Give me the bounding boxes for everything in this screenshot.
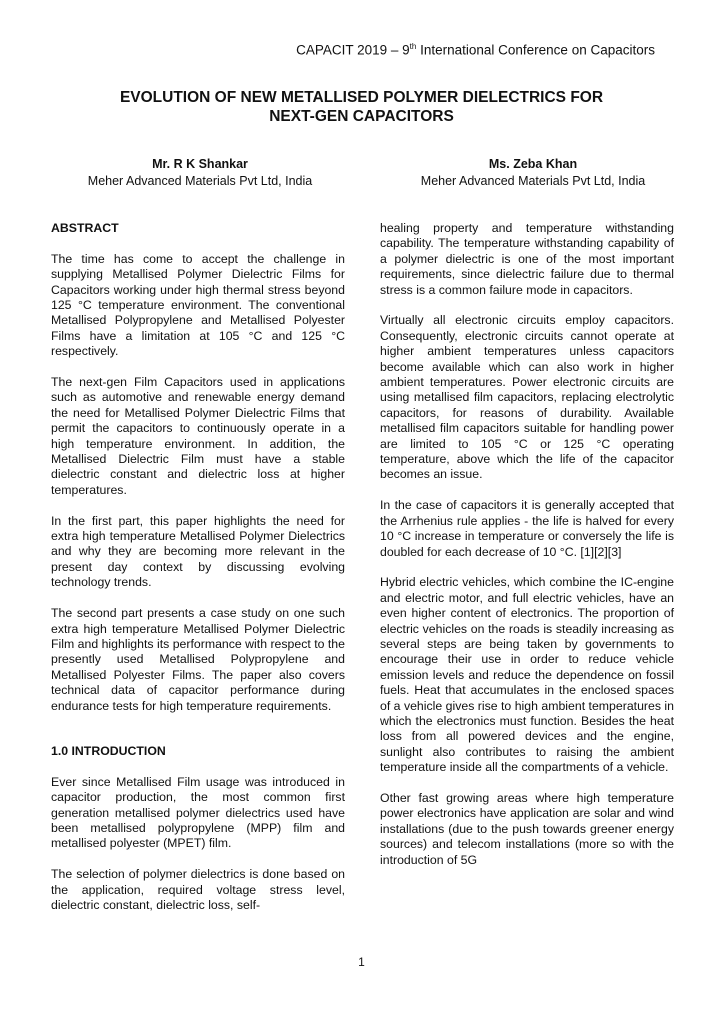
author-2-name: Ms. Zeba Khan [488,157,578,171]
author-2 [383,156,683,190]
page-number: 1 [358,955,365,969]
abstract-heading: ABSTRACT [51,221,119,235]
author-1-affiliation: Meher Advanced Materials Pvt Ltd, India [87,174,313,188]
title-line-2: NEXT-GEN CAPACITORS [269,108,454,125]
abstract-paragraph-3: In the first part, this paper highlights the need for extra high temperature Metallised Polymer Dielectrics and why they are becoming more relevant in the present day context by discussing evolving technology trends. [51,513,345,590]
intro-paragraph-7: Other fast growing areas where high temperature power electronics have application are solar and wind installations (due to the push towards greener energy sources) and telecom installations (more so with the introduction of 5G [380,790,674,867]
conference-suffix: International Conference on Capacitors [416,42,655,58]
author-1-name: Mr. R K Shankar [152,157,248,171]
author-1 [50,156,350,190]
intro-paragraph-4: Virtually all electronic circuits employ capacitors. Consequently, electronic circuits cannot operate at higher ambient temperatures unless capacitors become available which can also work in higher ambient temperatures. Power electronic circuits are using metallised film capacitors, replacing electrolytic capacitors, for reasons of durability. Available metallised film capacitors suitable for handling power are limited to 105 °C or 125 °C operating temperature, above which the life of the capacitor becomes an issue. [380,313,674,482]
intro-paragraph-2: The selection of polymer dielectrics is done based on the application, required voltage stress level, dielectric constant, dielectric loss, self- [51,867,345,912]
abstract-paragraph-1: The time has come to accept the challenge in supplying Metallised Polymer Dielectric Films for Capacitors working under high thermal stress beyond 125 °C temperature environment. The conventional Metallised Polypropylene and Metallised Polyester Films have a limitation at 105 °C and 125 °C respectively. [51,251,345,359]
abstract-paragraph-2: The next-gen Film Capacitors used in applications such as automotive and renewable energy demand the need for Metallised Polymer Dielectric Films that permit the capacitors to continuously operate in a high temperature environment. In addition, the Metallised Dielectric Film must have a stable dielectric constant and dielectric loss at higher temperatures. [51,375,345,497]
author-block [40,156,683,190]
right-column [380,221,674,883]
intro-paragraph-5: In the case of capacitors it is generally accepted that the Arrhenius rule applies - the life is halved for every 10 °C increase in temperature or conversely the life is doubled for each decrease of 10 °C. [1][2][3] [380,498,674,559]
author-2-affiliation: Meher Advanced Materials Pvt Ltd, India [420,174,646,188]
intro-paragraph-3: healing property and temperature withstanding capability. The temperature withstanding capability of a polymer dielectric is one of the most important requirements, since dielectric failure due to thermal stress is a common failure mode in capacitors. [380,221,674,297]
conference-prefix: CAPACIT 2019 – 9 [296,42,410,58]
title-line-1: EVOLUTION OF NEW METALLISED POLYMER DIELECTRICS FOR [119,89,604,106]
intro-paragraph-6: Hybrid electric vehicles, which combine the IC-engine and electric motor, and full electric vehicles, have an even higher content of electronics. The proportion of electric vehicles on the roads is steadily increasing as several steps are being taken by governments to encourage their use in order to reduce vehicle emission levels and reduce the dependence on fossil fuels. Heat that accumulates in the enclosed spaces of a vehicle gives rise to high ambient temperatures in which the electronics must function. Besides the heat loss from all powered devices and the engine, sunlight also contributes to raising the ambient temperature inside all the compartments of a vehicle. [380,575,674,775]
running-header [296,42,655,58]
intro-paragraph-1: Ever since Metallised Film usage was introduced in capacitor production, the most common first generation metallised polymer dielectrics used have been metallised polypropylene (MPP) film and metallised polyester (MPET) film. [51,774,345,851]
paper-title [40,88,683,126]
left-column [51,221,345,929]
introduction-heading: 1.0 INTRODUCTION [51,743,166,758]
ordinal-superscript: th [409,42,417,51]
abstract-paragraph-4: The second part presents a case study on one such extra high temperature Metallised Polymer Dielectric Film and highlights its performance with respect to the presently used Metallised Polypropylene and Metallised Polyester Films. The paper also covers technical data of capacitor performance during endurance tests for high temperature requirements. [51,606,345,713]
